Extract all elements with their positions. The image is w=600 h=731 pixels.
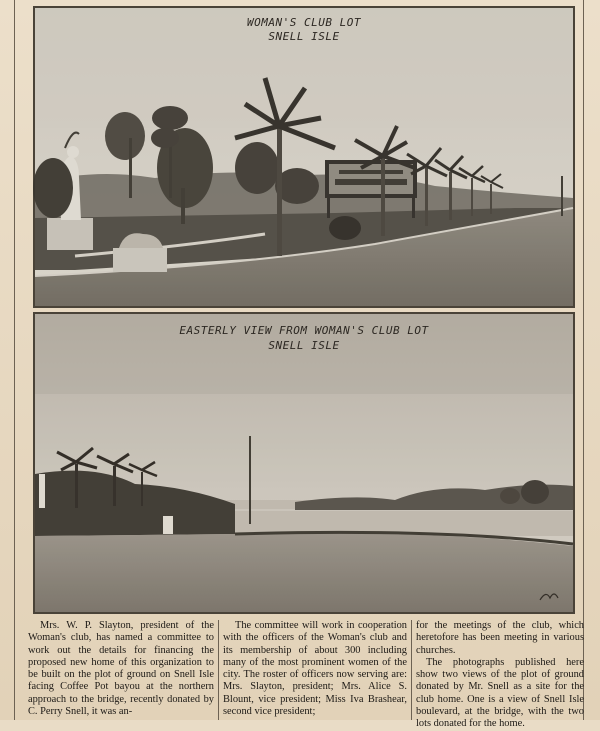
article-column-2-text: The committee will work in cooperation with the officers of the Woman's club and its membership of about 300 including many of the most prominent women of the city. The roster of officers now serving are: Mrs. Slayton, president; Mrs. Alice S. Blount, vice president; Miss Iva Brashear, second vice president;: [223, 620, 407, 718]
article-column-1: [28, 620, 214, 720]
photo-womans-club-lot: [33, 6, 575, 308]
column-divider-2: [411, 620, 412, 720]
photo-easterly-view-image: [35, 314, 573, 612]
photo-bottom-caption-line2: SNELL ISLE: [268, 339, 340, 352]
photo-top-caption-line1: WOMAN'S CLUB LOT: [247, 16, 361, 29]
photo-easterly-view: [33, 312, 575, 614]
article-column-2: [223, 620, 407, 720]
right-margin-rule: [583, 0, 584, 720]
photo-top-caption-line2: SNELL ISLE: [268, 30, 340, 43]
column-divider-1: [218, 620, 219, 720]
article-column-1-text: Mrs. W. P. Slayton, president of the Woman's club, has named a committee to work out the details for financing the proposed new home of this organization to be built on the plot of ground on Snell Isle facing Coffee Pot bayou at the northern approach to the bridge, recently donated by C. Perry Snell, it was an-: [28, 620, 214, 718]
photo-bottom-caption-line1: EASTERLY VIEW FROM WOMAN'S CLUB LOT: [179, 324, 429, 337]
photo-womans-club-lot-image: [35, 8, 573, 306]
left-margin-rule: [14, 0, 15, 720]
article-column-3-paragraph-2: The photographs published here show two views of the plot of ground donated by Mr. Snell as a site for the club home. One is a view of Snell Isle boulevard, at the bridge, with the two lots donated for the home.: [416, 656, 584, 730]
article-columns: [16, 620, 584, 730]
article-column-3: [416, 620, 584, 730]
article-column-3-paragraph-1: for the meetings of the club, which heretofore has been meeting in various churches.: [416, 620, 584, 656]
